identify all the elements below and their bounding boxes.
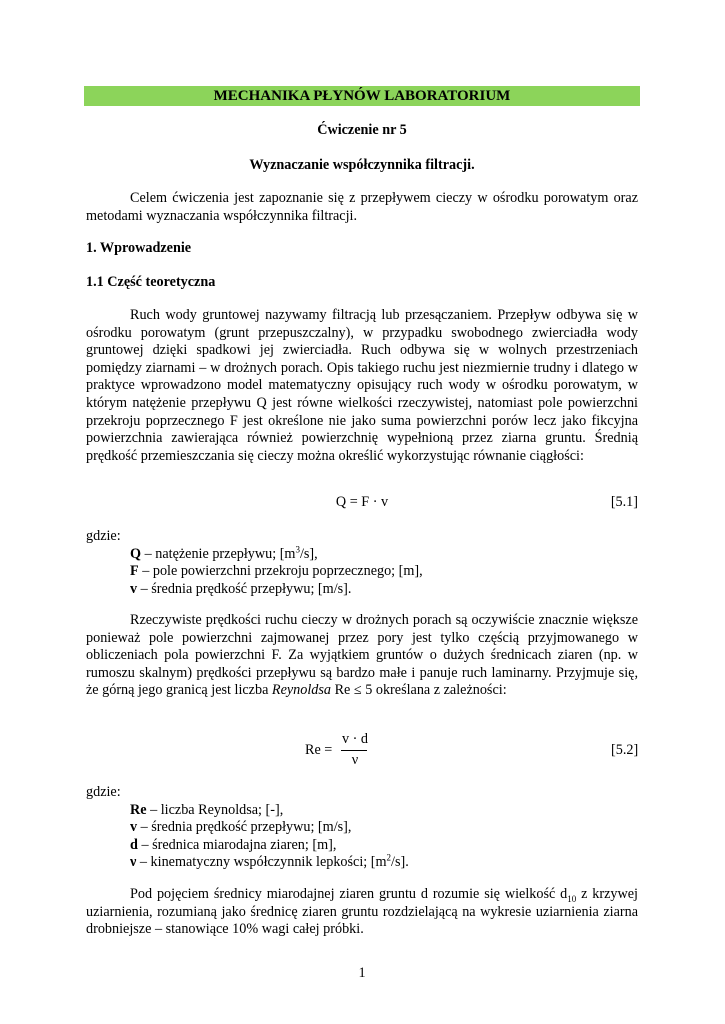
section-heading-1: 1. Wprowadzenie: [86, 240, 192, 256]
exercise-number: Ćwiczenie nr 5: [317, 122, 407, 138]
theory-paragraph: [86, 307, 638, 465]
definition-item: ν – kinematyczny współczynnik lepkości; $[m^2/s]$.: [130, 852, 409, 871]
intro-text: Celem ćwiczenia jest zapoznanie się z przepływem cieczy w ośrodku porowatym oraz metodami wyznaczania współczynnika filtracji.: [86, 190, 638, 224]
equation-5-2-number: [5.2]: [611, 742, 639, 758]
section-heading-1-1: 1.1 Część teoretyczna: [86, 274, 216, 290]
definitions-intro: gdzie:: [86, 528, 121, 544]
equation-5-2-numerator: v · d: [341, 731, 368, 747]
equation-5-2-denominator: ν: [351, 752, 359, 768]
exercise-subject: Wyznaczanie współczynnika filtracji.: [249, 157, 475, 173]
document-title-banner: MECHANIKA PŁYNÓW LABORATORIUM: [84, 86, 640, 106]
page-number: 1: [358, 965, 366, 981]
reynolds-paragraph: Rzeczywiste prędkości ruchu cieczy w drożnych porach są oczywiście znacznie większe ponieważ pole powierzchni zajmowanej przez pory jest tylko częścią przyjmowanego w obliczeniach pola powierzchni F. Za wyjątkiem gruntów o dużych średnicach ziaren (np. w rumoszu skalnym) prędkości przepływu są bardzo małe i panuje ruch laminarny. Przyjmuje się, że górną jego granicą jest liczba Reynoldsa Re ≤ 5 określana z zależności:: [86, 612, 638, 699]
definition-item: Q – natężenie przepływu; $[m^3/s]$,: [130, 543, 318, 562]
intro-paragraph: [86, 190, 638, 225]
definition-item: F – pole powierzchni przekroju poprzecznego; [m],: [130, 563, 423, 580]
definitions-intro: gdzie:: [86, 784, 121, 800]
definitions-list-1: [86, 528, 638, 598]
definition-item: v – średnia prędkość przepływu; [m/s],: [130, 819, 352, 836]
definition-item: d – średnica miarodajna ziaren; [m],: [130, 836, 337, 853]
fraction-bar: [341, 750, 367, 751]
theory-text: Ruch wody gruntowej nazywamy filtracją lub przesączaniem. Przepływ odbywa się w ośrodku porowatym (grunt przepuszczalny), w przypadku swobodnego zwierciadła wody gruntowej dzięki spadkowi jej zwierciadła. Ruch odbywa się w wolnych przestrzeniach pomiędzy ziarnami – w drożnych porach. Opis takiego ruchu jest niezmiernie trudny i dlatego w praktyce wprowadzono model matematyczny opisujący ruch wody w ośrodku porowatym, w którym natężenie przepływu Q jest równe wielkości rzeczywistej, natomiast pole powierzchni przekroju poprzecznego F jest określone nie jako suma powierzchni porów lecz jako fikcyjna powierzchnia zawierająca również powierzchnię wypełnioną przez ziarna gruntu. Średnią prędkość przemieszczania się cieczy można określić wykorzystując równanie ciągłości:: [86, 307, 638, 464]
equation-5-1-number: [5.1]: [610, 494, 638, 510]
equation-5-1: [86, 494, 638, 514]
grain-diameter-paragraph: Pod pojęciem średnicy miarodajnej ziaren gruntu d rozumie się wielkość $d_{10}$ z krzywej uziarnienia, rozumianą jako średnicę ziaren gruntu rozdzielającą na wykresie uziarnienia ziarna drobniejsze – stanowiące 10% wagi całej próbki.: [86, 886, 638, 938]
equation-5-2-lhs: Re =: [305, 742, 333, 758]
definition-item: v – średnia prędkość przepływu; [m/s].: [130, 580, 352, 597]
definition-item: Re – liczba Reynoldsa; [-],: [130, 801, 284, 818]
equation-5-1-formula: Q = F · v: [335, 494, 389, 510]
equation-5-2: [305, 731, 368, 771]
definitions-list-2: [86, 784, 638, 872]
